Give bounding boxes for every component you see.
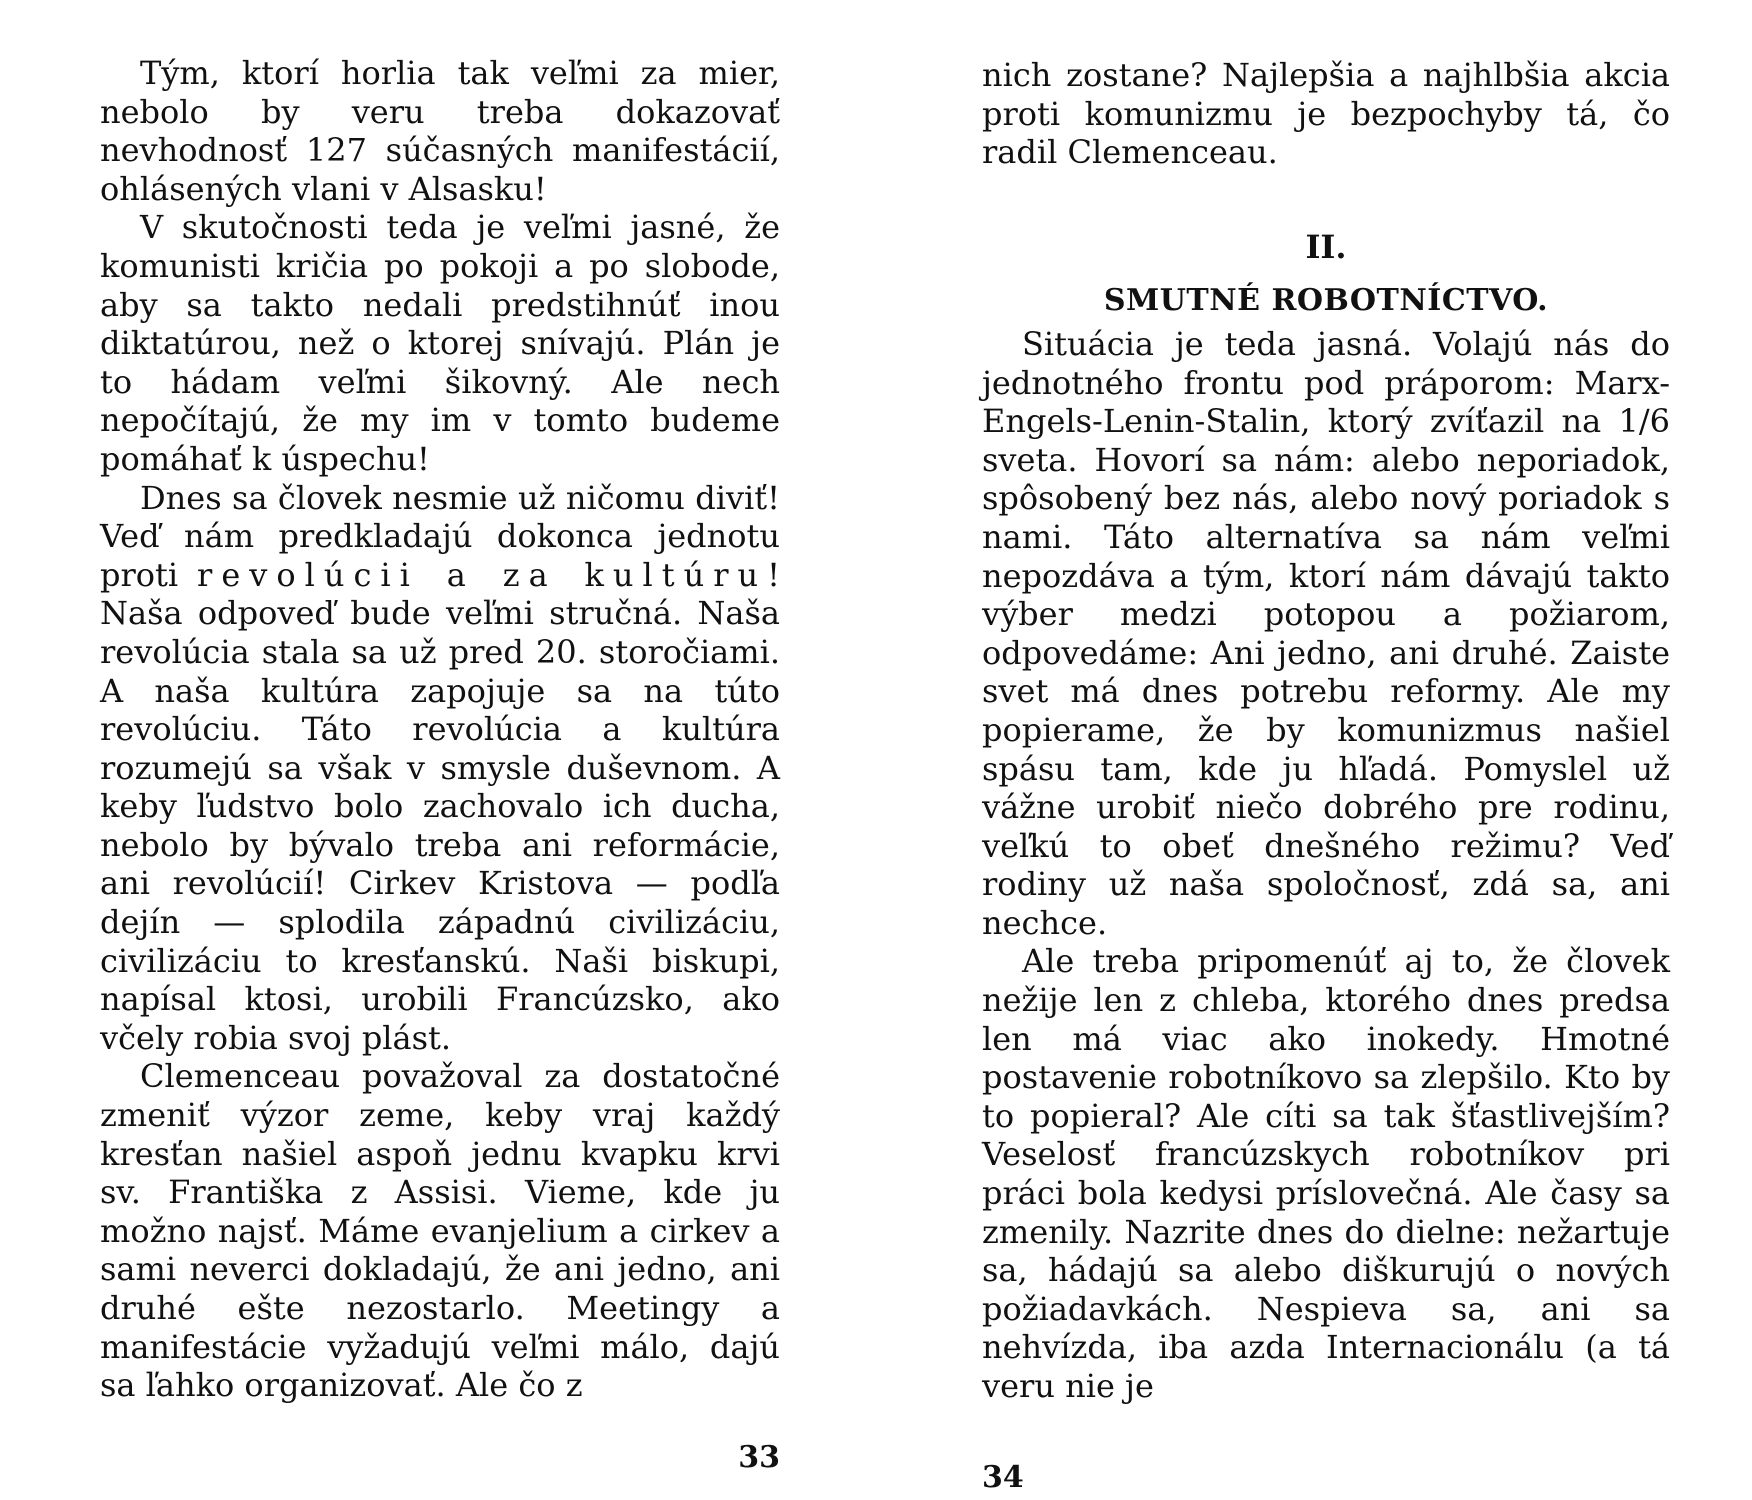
paragraph-2: V skutočnosti teda je veľmi jasné, že komunisti kričia po pokoji a po slobode, aby sa takto nedali predstihnúť inou diktatúrou, než o ktorej snívajú. Plán je to hádam veľmi šikovný. Ale nech nepočítajú, že my im v tomto budeme pomáhať k úspechu! (100, 208, 780, 478)
paragraph-3-end: ! Naša odpoveď bude veľmi stručná. Naša revolúcia stala sa už pred 20. storočiami. A naša kultúra zapojuje sa na túto revolúciu. Táto revolúcia a kultúra rozumejú sa však v smysle duševnom. A keby ľudstvo bolo zachovalo ich ducha, nebolo by bývalo treba ani reformácie, ani revolúcií! Cirkev Kristova — podľa dejín — splodila západnú civilizáciu, civilizáciu to kresťanskú. Naši biskupi, napísal ktosi, urobili Francúzsko, ako včely robia svoj plást. (100, 555, 780, 1057)
spaced-emphasis: revolúcii a za kultúru (197, 555, 768, 594)
paragraph-5: Situácia je teda jasná. Volajú nás do jednotného frontu pod práporom: Marx-Engels-Lenin-Stalin, ktorý zvíťazil na 1/6 sveta. Hovorí sa nám: alebo neporiadok, spôsobený bez nás, alebo nový poriadok s nami. Táto alternatíva sa nám veľmi nepozdáva a tým, ktorí nám dávajú takto výber medzi potopou a požiarom, odpovedáme: Ani jedno, ani druhé. Zaiste svet má dnes potrebu reformy. Ale my popierame, že by komunizmus našiel spásu tam, kde ju hľadá. Pomyslel už vážne urobiť niečo dobrého pre rodinu, veľkú to obeť dnešného režimu? Veď rodiny už naša spoločnosť, zdá sa, ani nechce. (982, 324, 1670, 942)
right-page-text (982, 56, 1670, 1406)
paragraph-6: Ale treba pripomenúť aj to, že človek nežije len z chleba, ktorého dnes predsa len má viac ako inokedy. Hmotné postavenie robotníkovo sa zlepšilo. Kto by to popieral? Ale cíti sa tak šťastlivejším? Veselosť francúzskych robotníkov pri práci bola kedysi príslovečná. Ale časy sa zmenily. Nazrite dnes do dielne: nežartuje sa, hádajú sa alebo diškurujú o nových požiadavkách. Nespieva sa, ani sa nehvízda, iba azda Internacionálu (a tá veru nie je (982, 942, 1670, 1405)
chapter-title: SMUTNÉ ROBOTNÍCTVO. (1103, 283, 1549, 319)
chapter-number: II. (1305, 227, 1347, 266)
left-page-text (100, 54, 780, 1405)
right-page (982, 0, 1670, 1500)
paragraph-4: Clemenceau považoval za dostatočné zmeniť výzor zeme, keby vraj každý kresťan našiel aspoň jednu kvapku krvi sv. Františka z Assisi. Vieme, kde ju možno najsť. Máme evanjelium a cirkev a sami neverci dokladajú, že ani jedno, ani druhé ešte nezostarlo. Meetingy a manifestácie vyžadujú veľmi málo, dajú sa ľahko organizovať. Ale čo z (100, 1057, 780, 1405)
page-number-left: 33 (738, 1440, 780, 1475)
paragraph-3-start: Dnes sa človek nesmie už ničomu diviť! Veď nám predkladajú dokonca jednotu proti (100, 478, 780, 594)
paragraph-3 (100, 479, 780, 1058)
left-page (100, 0, 780, 1500)
page-number-right: 34 (982, 1460, 1024, 1495)
continuation-paragraph: nich zostane? Najlepšia a najhlbšia akcia proti komunizmu je bezpochyby tá, čo radil Clemenceau. (982, 56, 1670, 172)
paragraph-1: Tým, ktorí horlia tak veľmi za mier, nebolo by veru treba dokazovať nevhodnosť 127 súčasných manifestácií, ohlásených vlani v Alsasku! (100, 54, 780, 208)
